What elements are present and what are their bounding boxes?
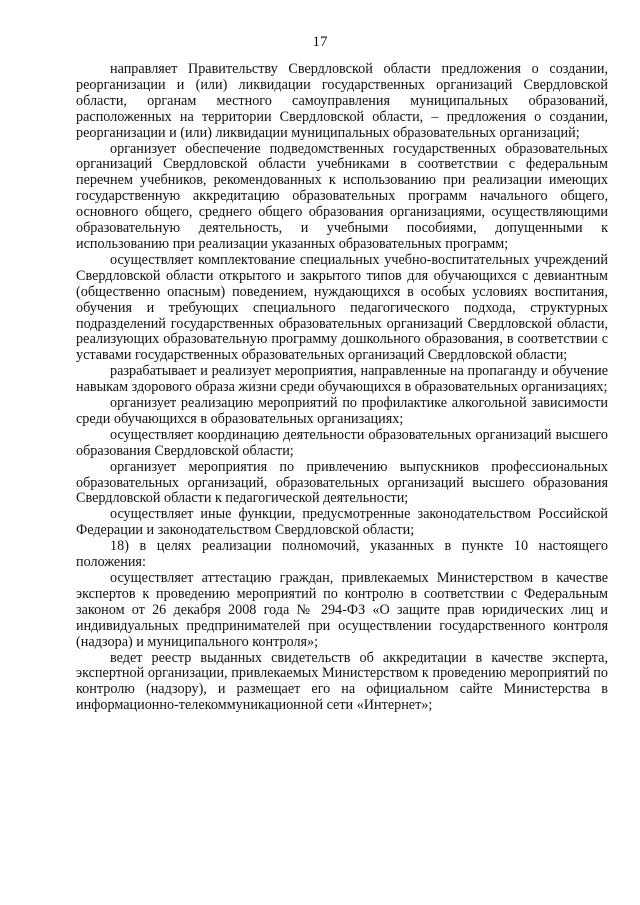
paragraph: осуществляет аттестацию граждан, привлекаемых Министерством в качестве экспертов к проведению мероприятий по контролю в соответствии с Федеральным законом от 26 декабря 2008 года № 294-ФЗ «О защите прав юридических лиц и индивидуальных предпринимателей при осуществлении государственного контроля (надзора) и муниципального контроля»; bbox=[76, 570, 608, 650]
paragraph: 18) в целях реализации полномочий, указанных в пункте 10 настоящего положения: bbox=[76, 538, 608, 571]
paragraph: осуществляет иные функции, предусмотренные законодательством Российской Федерации и законодательством Свердловской области; bbox=[76, 506, 608, 539]
paragraph: осуществляет координацию деятельности образовательных организаций высшего образования Свердловской области; bbox=[76, 426, 608, 459]
paragraph: разрабатывает и реализует мероприятия, направленные на пропаганду и обучение навыкам здорового образа жизни среди обучающихся в образовательных организациях; bbox=[76, 363, 608, 396]
paragraph: организует мероприятия по привлечению выпускников профессиональных образовательных организаций, образовательных организаций высшего образования Свердловской области к педагогической деятельности; bbox=[76, 458, 608, 507]
document-body bbox=[76, 62, 608, 714]
paragraph: организует реализацию мероприятий по профилактике алкогольной зависимости среди обучающихся в образовательных организациях; bbox=[76, 395, 608, 427]
paragraph: направляет Правительству Свердловской области предложения о создании, реорганизации и (или) ликвидации государственных организаций Свердловской области, органам местного самоуправления муниципальных образований, расположенных на территории Свердловской области, – предложения о создании, реорганизации и (или) ликвидации муниципальных образовательных организаций; bbox=[76, 61, 608, 141]
paragraph: организует обеспечение подведомственных государственных образовательных организаций Свердловской области учебниками в соответствии с федеральным перечнем учебников, рекомендованных к использованию при реализации имеющих государственную аккредитацию образовательных программ начального общего, основного общего, среднего общего образования организациями, осуществляющими образовательную деятельность, и учебными пособиями, допущенными к использованию при реализации указанных образовательных программ; bbox=[76, 140, 608, 252]
page-number: 17 bbox=[312, 34, 328, 50]
paragraph: осуществляет комплектование специальных учебно-воспитательных учреждений Свердловской области открытого и закрытого типов для обучающихся с девиантным (общественно опасным) поведением, нуждающихся в особых условиях воспитания, обучения и требующих специального педагогического подхода, структурных подразделений государственных образовательных организаций Свердловской области, реализующих образовательную программу дошкольного образования, в соответствии с уставами государственных образовательных организаций Свердловской области; bbox=[76, 251, 608, 364]
paragraph: ведет реестр выданных свидетельств об аккредитации в качестве эксперта, экспертной организации, привлекаемых Министерством к проведению мероприятий по контролю (надзору), и размещает его на официальном сайте Министерства в информационно-телекоммуникационной сети «Интернет»; bbox=[76, 649, 608, 714]
